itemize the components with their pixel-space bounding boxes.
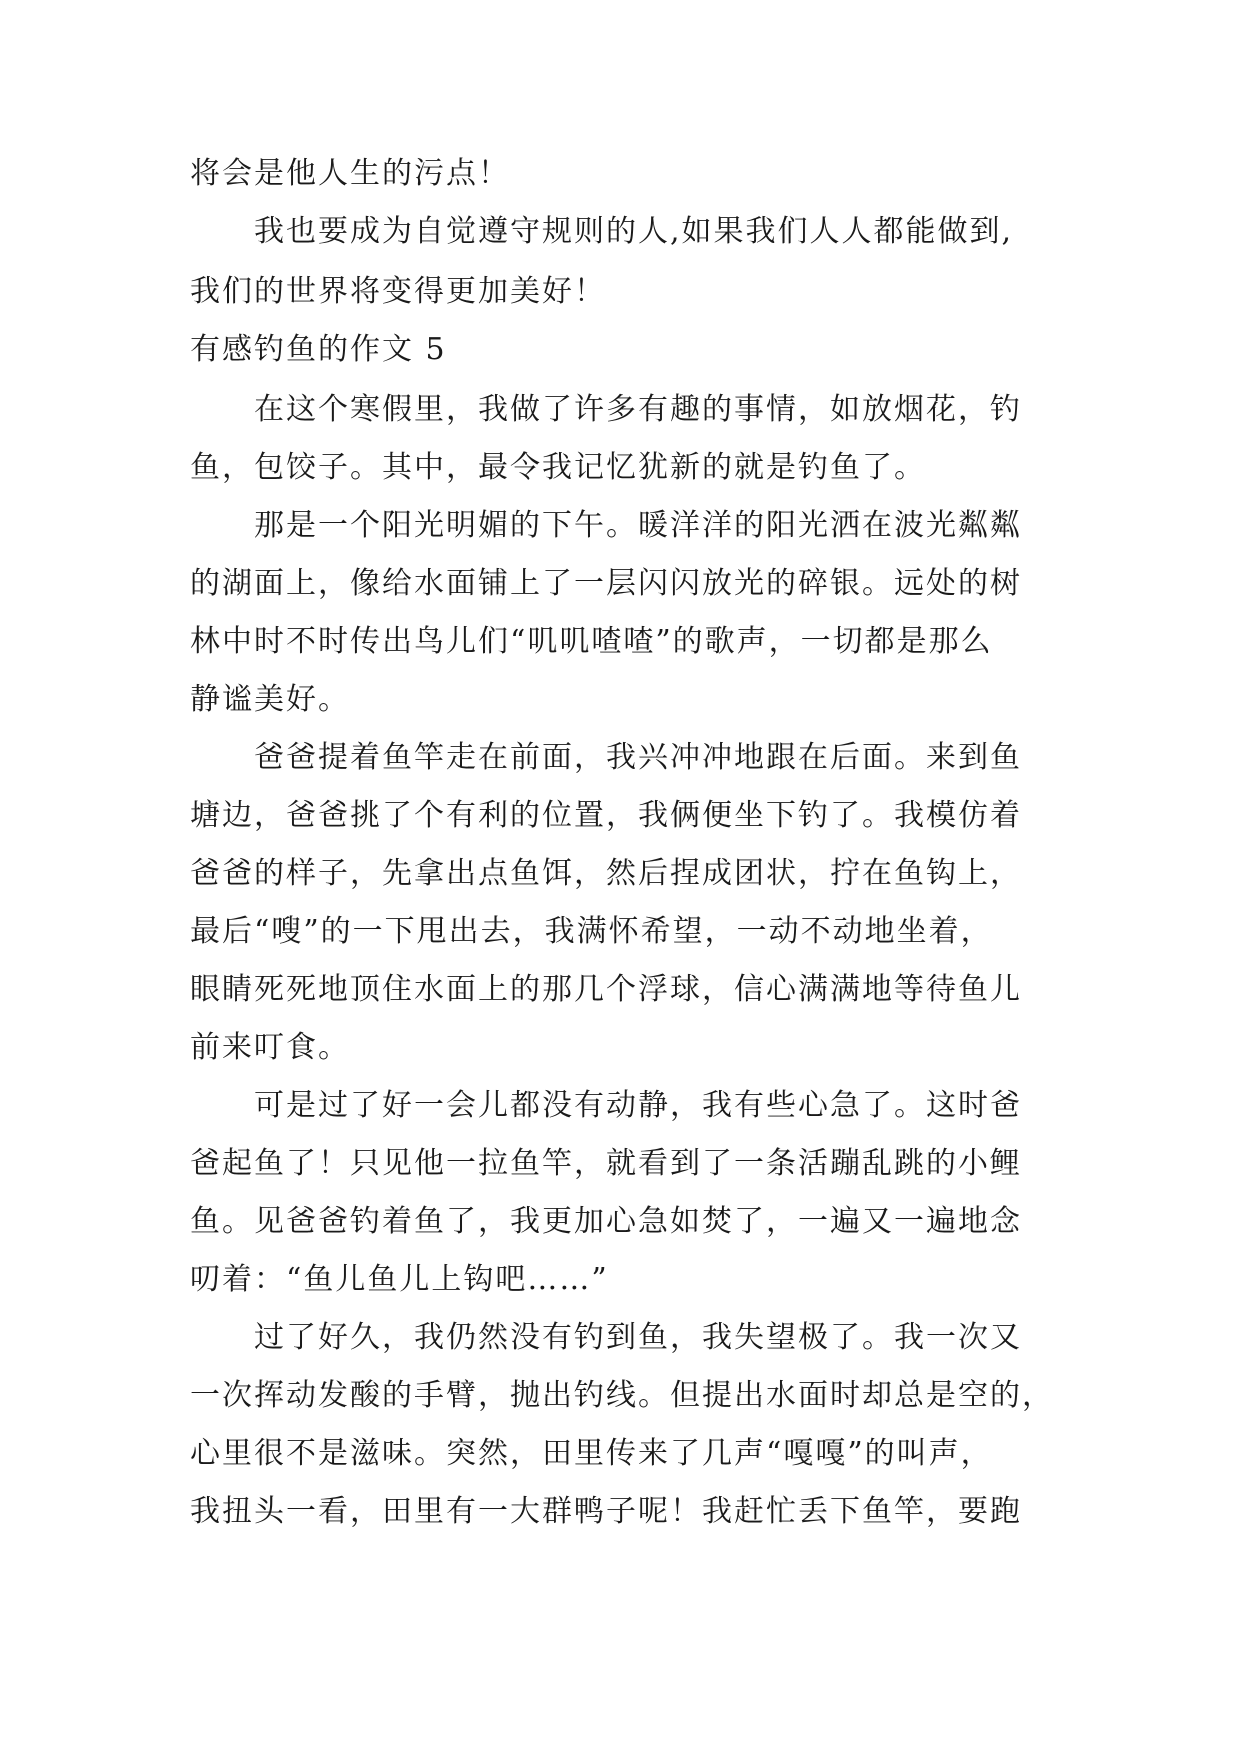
text-line: 心里很不是滋味。突然，田里传来了几声“嘎嘎”的叫声， [190, 1436, 993, 1471]
paragraph-first-line: 可是过了好一会儿都没有动静，我有些心急了。这时爸 [254, 1088, 1022, 1123]
paragraph-first-line: 我也要成为自觉遵守规则的人,如果我们人人都能做到, [254, 214, 1014, 249]
paragraph-first-line: 在这个寒假里，我做了许多有趣的事情，如放烟花，钓 [254, 392, 1022, 427]
text-line: 的湖面上，像给水面铺上了一层闪闪放光的碎银。远处的树 [190, 566, 1022, 601]
paragraph-first-line: 那是一个阳光明媚的下午。暖洋洋的阳光洒在波光粼粼 [254, 508, 1022, 543]
text-line: 林中时不时传出鸟儿们“叽叽喳喳”的歌声，一切都是那么 [190, 624, 993, 659]
section-heading: 有感钓鱼的作文 5 [190, 332, 447, 367]
text-line: 最后“嗖”的一下甩出去，我满怀希望，一动不动地坐着， [190, 914, 993, 949]
text-line: 我扭头一看，田里有一大群鸭子呢！我赶忙丢下鱼竿，要跑 [190, 1494, 1022, 1529]
text-line: 鱼。见爸爸钓着鱼了，我更加心急如焚了，一遍又一遍地念 [190, 1204, 1022, 1239]
text-line: 叨着：“鱼儿鱼儿上钩吧……” [190, 1262, 609, 1297]
text-line: 一次挥动发酸的手臂，抛出钓线。但提出水面时却总是空的， [190, 1378, 1054, 1413]
text-line: 鱼，包饺子。其中，最令我记忆犹新的就是钓鱼了。 [190, 450, 926, 485]
text-line: 我们的世界将变得更加美好！ [190, 274, 606, 309]
text-line: 爸爸的样子，先拿出点鱼饵，然后捏成团状，拧在鱼钩上， [190, 856, 1022, 891]
text-line: 眼睛死死地顶住水面上的那几个浮球，信心满满地等待鱼儿 [190, 972, 1022, 1007]
text-line: 前来叮食。 [190, 1030, 350, 1065]
paragraph-first-line: 过了好久，我仍然没有钓到鱼，我失望极了。我一次又 [254, 1320, 1022, 1355]
text-line: 塘边，爸爸挑了个有利的位置，我俩便坐下钓了。我模仿着 [190, 798, 1022, 833]
text-line: 将会是他人生的污点！ [190, 156, 510, 191]
text-line: 爸起鱼了！只见他一拉鱼竿，就看到了一条活蹦乱跳的小鲤 [190, 1146, 1022, 1181]
paragraph-first-line: 爸爸提着鱼竿走在前面，我兴冲冲地跟在后面。来到鱼 [254, 740, 1022, 775]
text-line: 静谧美好。 [190, 682, 350, 717]
